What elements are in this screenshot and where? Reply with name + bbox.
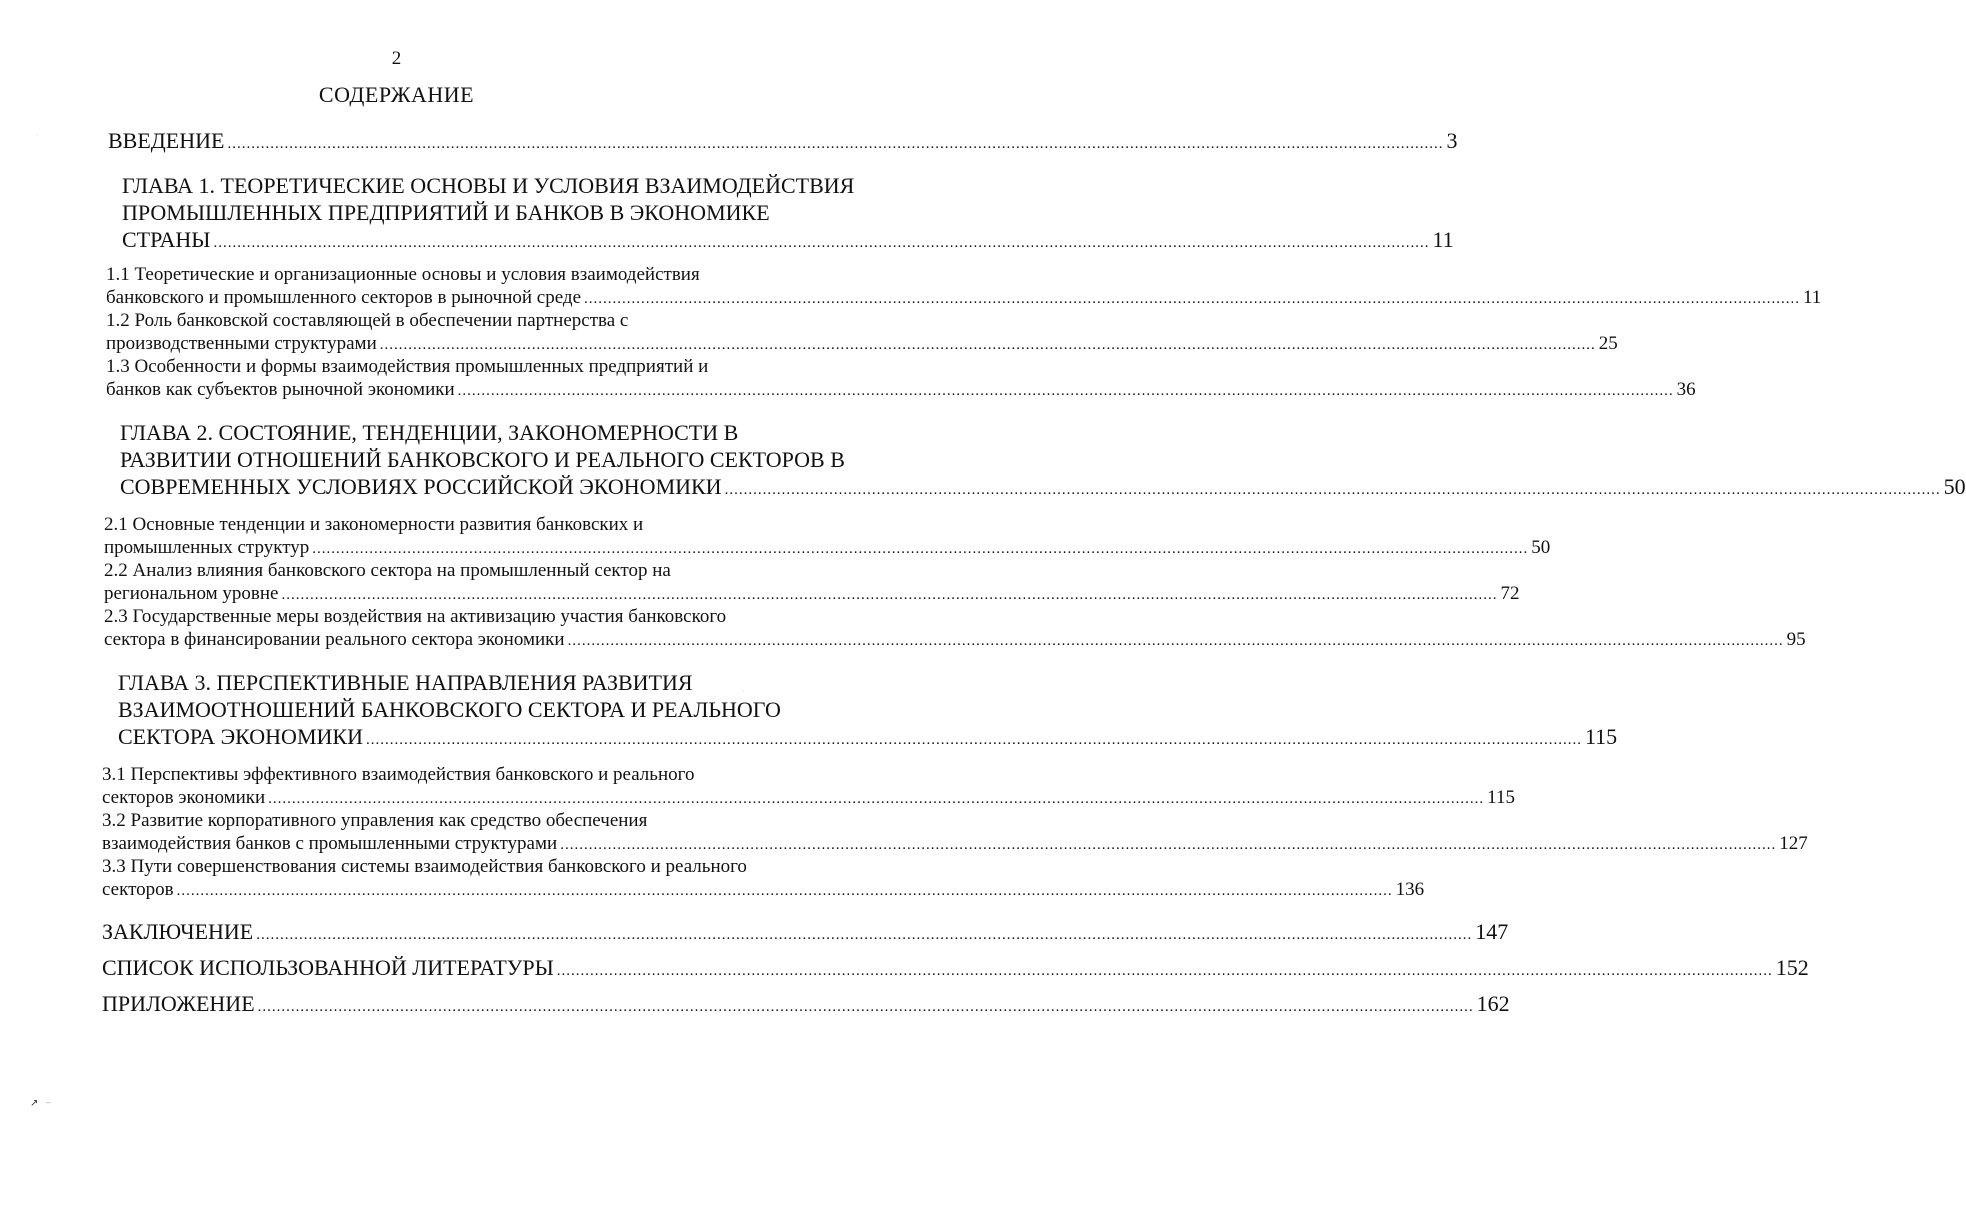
toc-entry-conclusion <box>102 918 1509 949</box>
toc-entry-line: промышленных структур <box>104 537 310 558</box>
toc-entry-line: сектора в финансировании реального сектора экономики <box>104 629 565 650</box>
toc-entry-title: ЗАКЛЮЧЕНИЕ <box>102 919 254 944</box>
scan-artifact-mark: ‒ <box>46 1098 52 1107</box>
toc-chapter-1 <box>122 172 1454 257</box>
toc-section-2-1 <box>104 513 1551 561</box>
toc-page-number: 162 <box>1476 991 1510 1016</box>
toc-entry-line: ВЗАИМООТНОШЕНИЙ БАНКОВСКОГО СЕКТОРА И РЕАЛЬНОГО <box>118 697 781 722</box>
page-title: СОДЕРЖАНИЕ <box>318 82 475 107</box>
toc-page-number: 127 <box>1779 833 1808 854</box>
toc-page-number: 50 <box>1943 474 1966 499</box>
page-number: 2 <box>391 48 402 69</box>
toc-section-3-3 <box>102 855 1425 903</box>
toc-entry-line: 3.3 Пути совершенствования системы взаимодействия банковского и реального <box>102 856 747 877</box>
toc-entry-line: региональном уровне <box>104 583 279 604</box>
toc-entry-line: 3.1 Перспективы эффективного взаимодействия банковского и реального <box>102 764 695 785</box>
leader-dots: ................................................................................................................................................................................................................................................................ <box>256 927 1473 943</box>
toc-section-1-2 <box>106 309 1618 357</box>
toc-entry-title: ПРИЛОЖЕНИЕ <box>102 991 255 1016</box>
toc-entry-line: ПРОМЫШЛЕННЫХ ПРЕДПРИЯТИЙ И БАНКОВ В ЭКОНОМИКЕ <box>122 200 770 225</box>
toc-chapter-2 <box>120 419 1966 504</box>
toc-page-number: 147 <box>1475 919 1509 944</box>
toc-page-number: 50 <box>1531 537 1551 558</box>
scan-artifact-mark: ↗ <box>30 1098 39 1109</box>
leader-dots: ................................................................................................................................................................................................................................................................ <box>281 587 1498 603</box>
toc-entry-appendix <box>102 990 1510 1021</box>
toc-entry-line: ГЛАВА 3. ПЕРСПЕКТИВНЫЕ НАПРАВЛЕНИЯ РАЗВИТИЯ <box>118 670 693 695</box>
toc-entry-line: ГЛАВА 1. ТЕОРЕТИЧЕСКИЕ ОСНОВЫ И УСЛОВИЯ ВЗАИМОДЕЙСТВИЯ <box>122 173 855 198</box>
toc-entry-line: банков как субъектов рыночной экономики <box>106 379 455 400</box>
leader-dots: ................................................................................................................................................................................................................................................................ <box>379 337 1596 353</box>
toc-page-number: 11 <box>1803 287 1822 308</box>
toc-entry-line: 1.3 Особенности и формы взаимодействия промышленных предприятий и <box>106 356 709 377</box>
leader-dots: ................................................................................................................................................................................................................................................................ <box>365 732 1582 748</box>
toc-entry-line: СОВРЕМЕННЫХ УСЛОВИЯХ РОССИЙСКОЙ ЭКОНОМИКИ <box>120 474 722 499</box>
toc-section-3-2 <box>102 809 1808 857</box>
toc-entry-line: 3.2 Развитие корпоративного управления как средство обеспечения <box>102 810 648 831</box>
toc-entry-line: банковского и промышленного секторов в рыночной среде <box>106 287 581 308</box>
toc-page-number: 115 <box>1584 724 1618 749</box>
leader-dots: ................................................................................................................................................................................................................................................................ <box>312 541 1529 557</box>
toc-section-2-3 <box>104 605 1806 653</box>
leader-dots: ................................................................................................................................................................................................................................................................ <box>556 963 1773 979</box>
leader-dots: ................................................................................................................................................................................................................................................................ <box>268 791 1485 807</box>
toc-page-number: 115 <box>1487 787 1515 808</box>
toc-entry-line: ГЛАВА 2. СОСТОЯНИЕ, ТЕНДЕНЦИИ, ЗАКОНОМЕРНОСТИ В <box>120 420 739 445</box>
toc-entry-title: СПИСОК ИСПОЛЬЗОВАННОЙ ЛИТЕРАТУРЫ <box>102 955 554 980</box>
leader-dots: ................................................................................................................................................................................................................................................................ <box>457 383 1674 399</box>
toc-entry-line: секторов <box>102 879 174 900</box>
leader-dots: ................................................................................................................................................................................................................................................................ <box>567 633 1784 649</box>
toc-page-number: 11 <box>1432 227 1454 252</box>
scan-artifact-mark: · <box>742 688 745 696</box>
toc-page-number: 25 <box>1598 333 1618 354</box>
toc-entry-line: взаимодействия банков с промышленными структурами <box>102 833 558 854</box>
leader-dots: ................................................................................................................................................................................................................................................................ <box>560 837 1777 853</box>
leader-dots: ................................................................................................................................................................................................................................................................ <box>584 291 1800 307</box>
scan-artifact-mark: · <box>36 133 38 140</box>
toc-page-number: 95 <box>1786 629 1806 650</box>
toc-section-2-2 <box>104 559 1520 607</box>
toc-page-number: 36 <box>1676 379 1696 400</box>
leader-dots: ................................................................................................................................................................................................................................................................ <box>213 235 1430 251</box>
toc-entry-line: 2.3 Государственные меры воздействия на активизацию участия банковского <box>104 606 727 627</box>
toc-section-1-3 <box>106 355 1696 403</box>
toc-page-number: 3 <box>1446 128 1458 153</box>
leader-dots: ................................................................................................................................................................................................................................................................ <box>176 883 1393 899</box>
toc-entry-line: СТРАНЫ <box>122 227 211 252</box>
toc-entry-line: производственными структурами <box>106 333 377 354</box>
leader-dots: ................................................................................................................................................................................................................................................................ <box>724 482 1941 498</box>
toc-section-3-1 <box>102 763 1515 811</box>
toc-entry-line: 2.1 Основные тенденции и закономерности развития банковских и <box>104 514 644 535</box>
toc-page-number: 152 <box>1775 955 1809 980</box>
toc-page-number: 72 <box>1500 583 1520 604</box>
toc-entry-title: ВВЕДЕНИЕ <box>108 128 225 153</box>
toc-entry-line: секторов экономики <box>102 787 266 808</box>
toc-chapter-3 <box>118 669 1618 754</box>
toc-entry-line: РАЗВИТИИ ОТНОШЕНИЙ БАНКОВСКОГО И РЕАЛЬНОГО СЕКТОРОВ В <box>120 447 845 472</box>
leader-dots: ................................................................................................................................................................................................................................................................ <box>257 999 1474 1015</box>
toc-entry-line: 2.2 Анализ влияния банковского сектора на промышленный сектор на <box>104 560 671 581</box>
toc-entry-references <box>102 954 1809 985</box>
toc-entry-line: 1.1 Теоретические и организационные основы и условия взаимодействия <box>106 264 700 285</box>
toc-entry-line: 1.2 Роль банковской составляющей в обеспечении партнерства с <box>106 310 629 331</box>
toc-entry-intro <box>108 127 1458 158</box>
toc-page-number: 136 <box>1395 879 1425 900</box>
leader-dots: ................................................................................................................................................................................................................................................................ <box>227 136 1444 152</box>
toc-section-1-1 <box>106 263 1822 311</box>
toc-entry-line: СЕКТОРА ЭКОНОМИКИ <box>118 724 363 749</box>
